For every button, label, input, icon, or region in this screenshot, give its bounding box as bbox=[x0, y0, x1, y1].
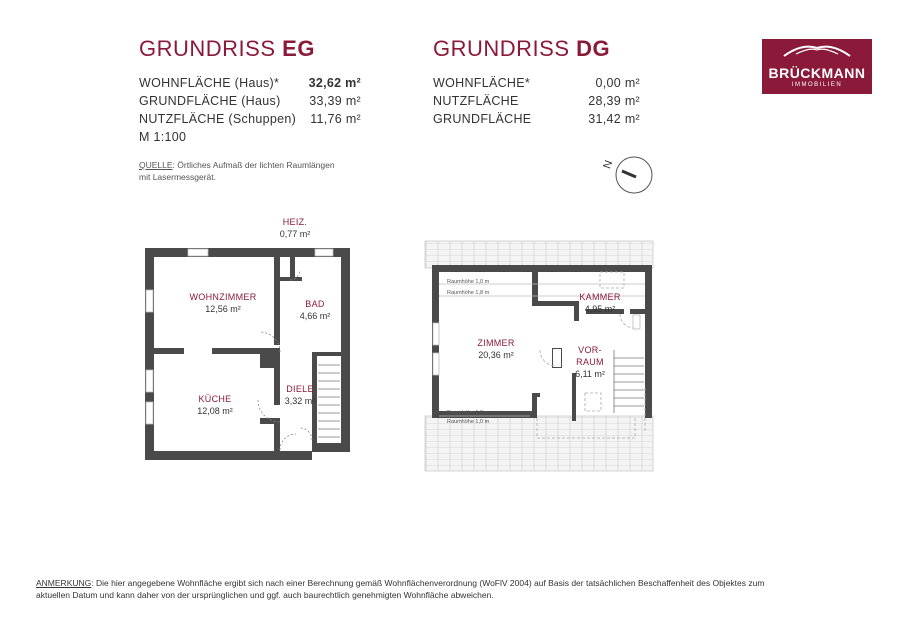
eg-room-wohnzimmer bbox=[173, 291, 273, 315]
dg-height-label: Raumhöhe 1,0 m bbox=[447, 419, 490, 425]
dg-room-kammer bbox=[575, 291, 625, 315]
eg-scale: M 1:100 bbox=[139, 130, 187, 144]
footnote-label: ANMERKUNG bbox=[36, 578, 92, 588]
room-area: 12,56 m² bbox=[205, 304, 241, 314]
compass-label: N bbox=[601, 158, 616, 171]
dg-title-bold: DG bbox=[576, 36, 611, 61]
room-area: 0,77 m² bbox=[279, 229, 311, 239]
footnote-text-2: aktuellen Datum und kann daher von der ursprünglichen und ggf. auch baurechtlich genehmigten Wohnfläche abweichen. bbox=[36, 590, 494, 600]
room-name: BAD bbox=[305, 299, 325, 309]
eg-room-diele bbox=[278, 383, 322, 407]
room-name: ZIMMER bbox=[477, 338, 515, 348]
dg-title bbox=[433, 36, 610, 62]
room-area: 4,95 m² bbox=[584, 304, 616, 314]
footnote bbox=[36, 577, 866, 601]
room-name: HEIZ. bbox=[282, 217, 308, 227]
dg-stat-label: GRUNDFLÄCHE bbox=[433, 112, 532, 126]
dg-room-vorraum bbox=[570, 344, 610, 380]
compass-icon bbox=[592, 152, 658, 198]
eg-stat-label: NUTZFLÄCHE (Schuppen) bbox=[139, 112, 297, 126]
room-area: 12,08 m² bbox=[197, 406, 233, 416]
room-area: 20,36 m² bbox=[478, 350, 514, 360]
logo-sub: IMMOBILIEN bbox=[791, 82, 843, 88]
logo-name: BRÜCKMANN bbox=[768, 65, 866, 81]
eg-title-bold: EG bbox=[282, 36, 315, 61]
dg-stat-value: 31,42 m² bbox=[588, 112, 640, 126]
room-area: 6,11 m² bbox=[575, 369, 605, 379]
dg-height-label: Raumhöhe 1,0 m bbox=[447, 279, 490, 285]
room-area: 3,32 m² bbox=[284, 396, 316, 406]
room-area: 4,66 m² bbox=[299, 311, 331, 321]
eg-stat-value: 33,39 m² bbox=[309, 94, 361, 108]
eg-stat-label: GRUNDFLÄCHE (Haus) bbox=[139, 94, 281, 108]
eg-room-kueche bbox=[180, 393, 250, 417]
eg-title bbox=[139, 36, 315, 62]
eg-floorplan bbox=[140, 240, 360, 470]
dg-room-zimmer bbox=[466, 337, 526, 361]
source-text-2: mit Lasermessgerät. bbox=[139, 172, 216, 182]
dg-title-light: GRUNDRISS bbox=[433, 36, 570, 61]
dg-stats bbox=[433, 76, 648, 130]
eg-source bbox=[139, 159, 399, 183]
eg-stats bbox=[139, 76, 369, 146]
logo-roof-icon bbox=[762, 39, 872, 61]
dg-stat-value: 28,39 m² bbox=[588, 94, 640, 108]
eg-room-bad bbox=[290, 298, 340, 322]
eg-room-heiz bbox=[275, 216, 315, 240]
footnote-text: : Die hier angegebene Wohnfläche ergibt sich nach einer Berechnung gemäß Wohnflächenverordnung (WoFlV 2004) auf Basis der tatsächlichen Beschaffenheit des Objektes zum bbox=[91, 578, 765, 588]
source-text: : Örtliches Aufmaß der lichten Raumlängen bbox=[172, 160, 335, 170]
eg-stat-value: 32,62 m² bbox=[308, 76, 361, 90]
room-name: DIELE bbox=[286, 384, 314, 394]
room-name: KAMMER bbox=[579, 292, 621, 302]
eg-stat-value: 11,76 m² bbox=[310, 112, 361, 126]
dg-stat-value: 0,00 m² bbox=[595, 76, 640, 90]
dg-stat-label: WOHNFLÄCHE* bbox=[433, 76, 531, 90]
eg-stat-label: WOHNFLÄCHE (Haus)* bbox=[139, 76, 280, 90]
room-name: KÜCHE bbox=[198, 394, 232, 404]
room-name: WOHNZIMMER bbox=[189, 292, 257, 302]
dg-height-label: Raumhöhe 1,8 m bbox=[447, 290, 490, 296]
dg-floorplan bbox=[420, 238, 660, 473]
eg-title-light: GRUNDRISS bbox=[139, 36, 276, 61]
brand-logo bbox=[762, 39, 872, 94]
room-name: VOR- bbox=[578, 345, 602, 355]
source-label: QUELLE bbox=[139, 160, 173, 170]
dg-stat-label: NUTZFLÄCHE bbox=[433, 94, 519, 108]
dg-height-label: Raumhöhe 1,8 m bbox=[447, 410, 490, 416]
room-name-2: RAUM bbox=[576, 357, 604, 367]
